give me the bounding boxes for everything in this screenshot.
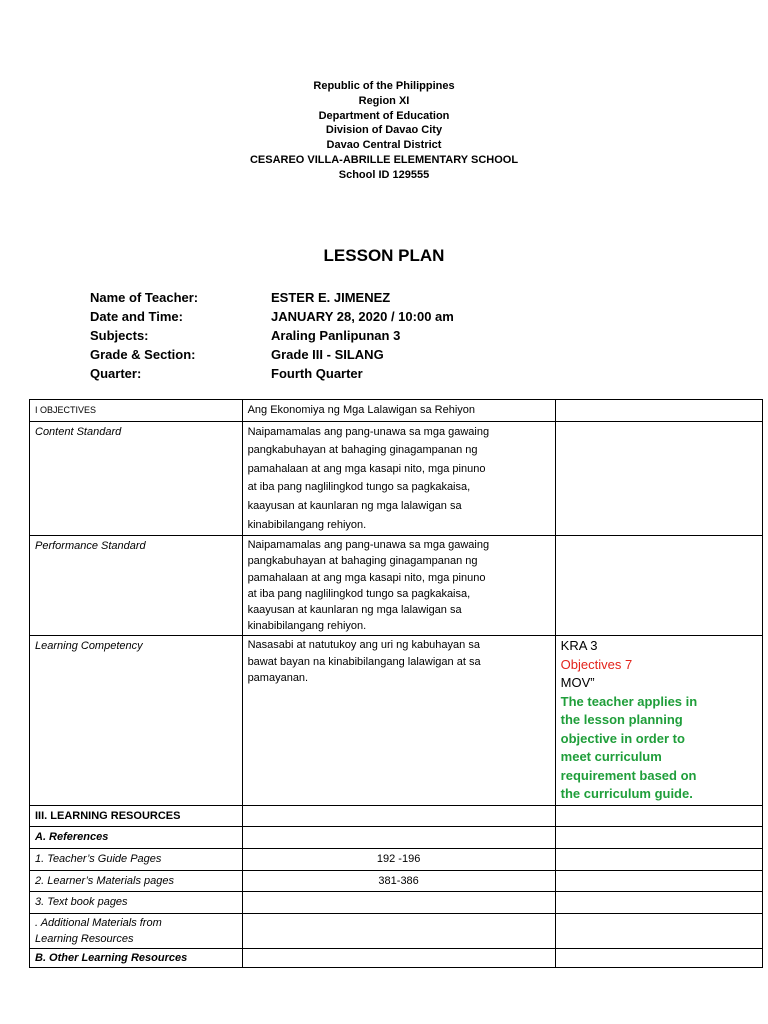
text-line: the curriculum guide.	[560, 786, 693, 802]
text-line: Naipamamalas ang pang-unawa sa mga gawaing	[247, 539, 490, 552]
header-department: Department of Education	[318, 109, 450, 122]
learning-resources-note	[555, 805, 762, 827]
text-line: kinabibilangang rehiyon.	[247, 620, 367, 633]
text-line: objective in order to	[560, 730, 685, 746]
info-row-date	[90, 307, 454, 326]
learners-materials-label: 2. Learner’s Materials pages	[30, 870, 243, 892]
header-region: Region XI	[358, 94, 410, 107]
info-row-grade	[90, 345, 454, 364]
info-label: Name of Teacher:	[90, 290, 199, 305]
text-line: at iba pang naglilingkod tungo sa pagkakaisa,	[247, 587, 471, 600]
text-line: Naipamamalas ang pang-unawa sa mga gawaing	[247, 425, 490, 438]
table-row-additional-materials	[30, 913, 763, 948]
objectives-note	[555, 400, 762, 422]
mov-initial: M	[560, 675, 572, 691]
learners-materials-pages: 381-386	[242, 870, 555, 892]
other-resources-value	[242, 949, 555, 968]
text-line: pangkabuhayan at bahaging ginagampanan ng	[247, 444, 478, 457]
text-book-value	[242, 892, 555, 914]
info-value: Fourth Quarter	[271, 366, 363, 381]
text-line: . Additional Materials from	[35, 916, 162, 929]
learning-competency-note	[555, 636, 762, 806]
table-row-performance-standard	[30, 536, 763, 636]
info-value: Grade III - SILANG	[271, 347, 384, 362]
table-row-other-resources	[30, 949, 763, 968]
objectives-rest: bjectives 7	[570, 656, 633, 672]
school-header	[0, 79, 768, 183]
lesson-plan-table	[29, 399, 763, 968]
performance-standard-label: Performance Standard	[30, 536, 243, 636]
table-row-objectives	[30, 400, 763, 422]
info-row-teacher	[90, 288, 454, 307]
learners-materials-note	[555, 870, 762, 892]
table-row-content-standard	[30, 421, 763, 536]
text-line: pamahalaan at ang mga kasapi nito, mga pinuno	[247, 571, 486, 584]
info-label: Quarter:	[90, 366, 142, 381]
text-line: bawat bayan na kinabibilangang lalawigan at sa	[247, 655, 481, 668]
text-book-label: 3. Text book pages	[30, 892, 243, 914]
teachers-guide-pages: 192 -196	[242, 849, 555, 871]
learning-resources-value	[242, 805, 555, 827]
teachers-guide-note	[555, 849, 762, 871]
mov-rest: OV”	[571, 675, 595, 691]
learning-competency-text	[242, 636, 555, 806]
content-standard-note	[555, 421, 762, 536]
info-label: Date and Time:	[90, 309, 183, 324]
text-line: meet curriculum	[560, 749, 662, 765]
page-title: LESSON PLAN	[323, 246, 445, 265]
additional-materials-note	[555, 913, 762, 948]
content-standard-text	[242, 421, 555, 536]
additional-materials-value	[242, 913, 555, 948]
text-line: pangkabuhayan at bahaging ginagampanan ng	[247, 555, 478, 568]
mov-description	[561, 693, 757, 804]
performance-standard-text	[242, 536, 555, 636]
additional-materials-label	[30, 913, 243, 948]
header-school-name: CESAREO VILLA-ABRILLE ELEMENTARY SCHOOL	[249, 153, 519, 166]
text-line: kinabibilangang rehiyon.	[247, 518, 367, 531]
info-value: Araling Panlipunan 3	[271, 328, 401, 343]
objectives-label: I OBJECTIVES	[30, 400, 243, 422]
text-line: Learning Resources	[35, 933, 134, 946]
objectives-number	[561, 656, 757, 675]
table-row-teachers-guide	[30, 849, 763, 871]
references-label: A. References	[30, 827, 243, 849]
info-label: Subjects:	[90, 328, 149, 343]
header-division: Division of Davao City	[325, 124, 443, 137]
teachers-guide-label: 1. Teacher’s Guide Pages	[30, 849, 243, 871]
info-label: Grade & Section:	[90, 347, 196, 362]
text-line: The teacher applies in	[560, 693, 698, 709]
kra-label: KRA 3	[560, 638, 598, 654]
text-line: Nasasabi at natutukoy ang uri ng kabuhayan sa	[247, 639, 480, 652]
header-district: Davao Central District	[326, 139, 442, 152]
info-row-quarter	[90, 364, 454, 383]
info-row-subject	[90, 326, 454, 345]
table-row-learning-resources	[30, 805, 763, 827]
objectives-initial: O	[560, 656, 571, 672]
text-line: at iba pang naglilingkod tungo sa pagkakaisa,	[247, 481, 471, 494]
references-note	[555, 827, 762, 849]
text-line: the lesson planning	[560, 712, 683, 728]
header-school-id: School ID 129555	[338, 168, 430, 181]
text-line: kaayusan at kaunlaran ng mga lalawigan sa	[247, 499, 462, 512]
text-line: pamayanan.	[247, 671, 309, 684]
info-value: ESTER E. JIMENEZ	[271, 290, 391, 305]
table-row-learners-materials	[30, 870, 763, 892]
text-book-note	[555, 892, 762, 914]
text-line: pamahalaan at ang mga kasapi nito, mga pinuno	[247, 462, 486, 475]
info-value: JANUARY 28, 2020 / 10:00 am	[271, 309, 454, 324]
other-resources-label: B. Other Learning Resources	[30, 949, 243, 968]
header-republic: Republic of the Philippines	[313, 80, 455, 92]
text-line: kaayusan at kaunlaran ng mga lalawigan sa	[247, 603, 462, 616]
table-row-text-book	[30, 892, 763, 914]
objectives-value: Ang Ekonomiya ng Mga Lalawigan sa Rehiyon	[242, 400, 555, 422]
learning-resources-label: III. LEARNING RESOURCES	[30, 805, 243, 827]
other-resources-note	[555, 949, 762, 968]
text-line: requirement based on	[560, 767, 697, 783]
references-value	[242, 827, 555, 849]
mov-label	[561, 674, 757, 693]
table-row-references	[30, 827, 763, 849]
learning-competency-label: Learning Competency	[30, 636, 243, 806]
lesson-info	[90, 288, 454, 383]
performance-standard-note	[555, 536, 762, 636]
content-standard-label: Content Standard	[30, 421, 243, 536]
table-row-learning-competency	[30, 636, 763, 806]
